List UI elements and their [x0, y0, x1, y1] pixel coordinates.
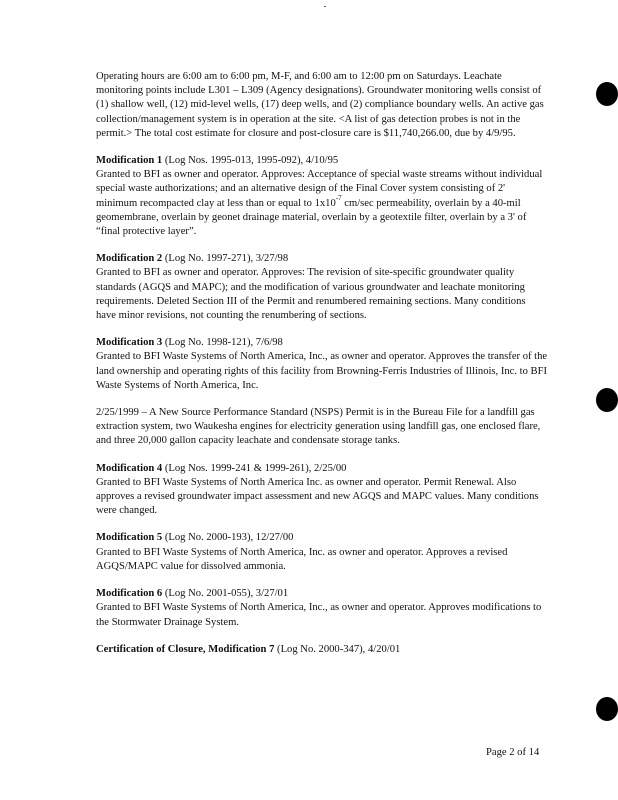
mod5-meta: (Log No. 2000-193), 12/27/00	[162, 532, 294, 544]
mod3-meta: (Log No. 1998-121), 7/6/98	[162, 337, 283, 349]
mod6-title: Modification 6	[96, 588, 163, 600]
mod1-title: Modification 1	[96, 155, 163, 167]
mod6-meta: (Log No. 2001-055), 3/27/01	[162, 588, 289, 600]
page-number: Page 2 of 14	[486, 747, 540, 758]
certification-of-closure	[96, 643, 548, 657]
scan-speck	[324, 6, 326, 7]
intro-paragraph: Operating hours are 6:00 am to 6:00 pm, M-F, and 6:00 am to 12:00 pm on Saturdays. Leachate monitoring points include L301 – L309 (Agency designations). Groundwater monitoring wells consist of (1) shallow well, (12) mid-level wells, (17) deep wells, and (2) compliance boundary wells. An active gas collection/management system is in operation at the site. <A list of gas detection probes is not in the permit.> The total cost estimate for closure and post-closure care is $11,740,266.00, due by 4/9/95.	[96, 71, 544, 139]
mod2-body: Granted to BFI as owner and operator. Approves: The revision of site-specific groundwater quality standards (AGQS and MAPC); and the modification of various groundwater and leachate monitoring requirements. Deleted Section III of the Permit and renumbered remaining sections. Many conditions have minor revisions, not counting the renumbering of sections.	[96, 267, 526, 322]
mod1-exponent: -7	[335, 194, 342, 203]
punch-hole-top	[596, 82, 618, 106]
mod6-body: Granted to BFI Waste Systems of North America, Inc., as owner and operator. Approves modifications to the Stormwater Drainage System.	[96, 602, 542, 628]
mod4-title: Modification 4	[96, 462, 163, 474]
mod1-body-a: Granted to BFI as owner and operator. Approves: Acceptance of special waste streams without individual special waste authorizations; and an alternative design of the Final Cover system consisting of 2' minimum recompacted clay at less than or equal to 1x10	[96, 169, 543, 209]
punch-hole-middle	[596, 388, 618, 412]
modification-6	[96, 587, 548, 630]
modification-4	[96, 462, 548, 519]
cert-meta: (Log No. 2000-347), 4/20/01	[274, 643, 401, 655]
nsps-paragraph: 2/25/1999 – A New Source Performance Standard (NSPS) Permit is in the Bureau File for a landfill gas extraction system, two Waukesha engines for electricity generation using landfill gas, one enclosed flare, and three 20,000 gallon capacity leachate and condensate storage tanks.	[96, 407, 541, 447]
mod5-body: Granted to BFI Waste Systems of North America, Inc. as owner and operator. Approves a revised AGQS/MAPC value for dissolved ammonia.	[96, 546, 508, 572]
mod3-body: Granted to BFI Waste Systems of North America, Inc., as owner and operator. Approves the transfer of the land ownership and operating rights of this facility from Browning-Ferris Industries of Illinois, Inc. to BFI Waste Systems of North America, Inc.	[96, 351, 548, 391]
mod2-title: Modification 2	[96, 253, 163, 265]
mod4-meta: (Log Nos. 1999-241 & 1999-261), 2/25/00	[162, 462, 347, 474]
mod1-meta: (Log Nos. 1995-013, 1995-092), 4/10/95	[162, 155, 339, 167]
mod4-body: Granted to BFI Waste Systems of North America Inc. as owner and operator. Permit Renewal. Also approves a revised groundwater impact assessment and new AGQS and MAPC values. Many conditions were changed.	[96, 476, 539, 517]
modification-3	[96, 336, 548, 393]
modification-1	[96, 154, 548, 239]
mod5-title: Modification 5	[96, 532, 163, 544]
modification-5	[96, 531, 548, 574]
mod3-title: Modification 3	[96, 337, 163, 349]
modification-2	[96, 252, 548, 323]
page-body	[96, 70, 548, 670]
mod2-meta: (Log No. 1997-271), 3/27/98	[162, 253, 289, 265]
cert-title: Certification of Closure, Modification 7	[96, 643, 275, 655]
punch-hole-bottom	[596, 697, 618, 721]
mod1-body-b: cm/sec permeability, overlain by a 40-mil geomembrane, overlain by geonet drainage material, overlain by a geotextile filter, overlain by a 3' of “final protective layer”.	[96, 197, 527, 238]
